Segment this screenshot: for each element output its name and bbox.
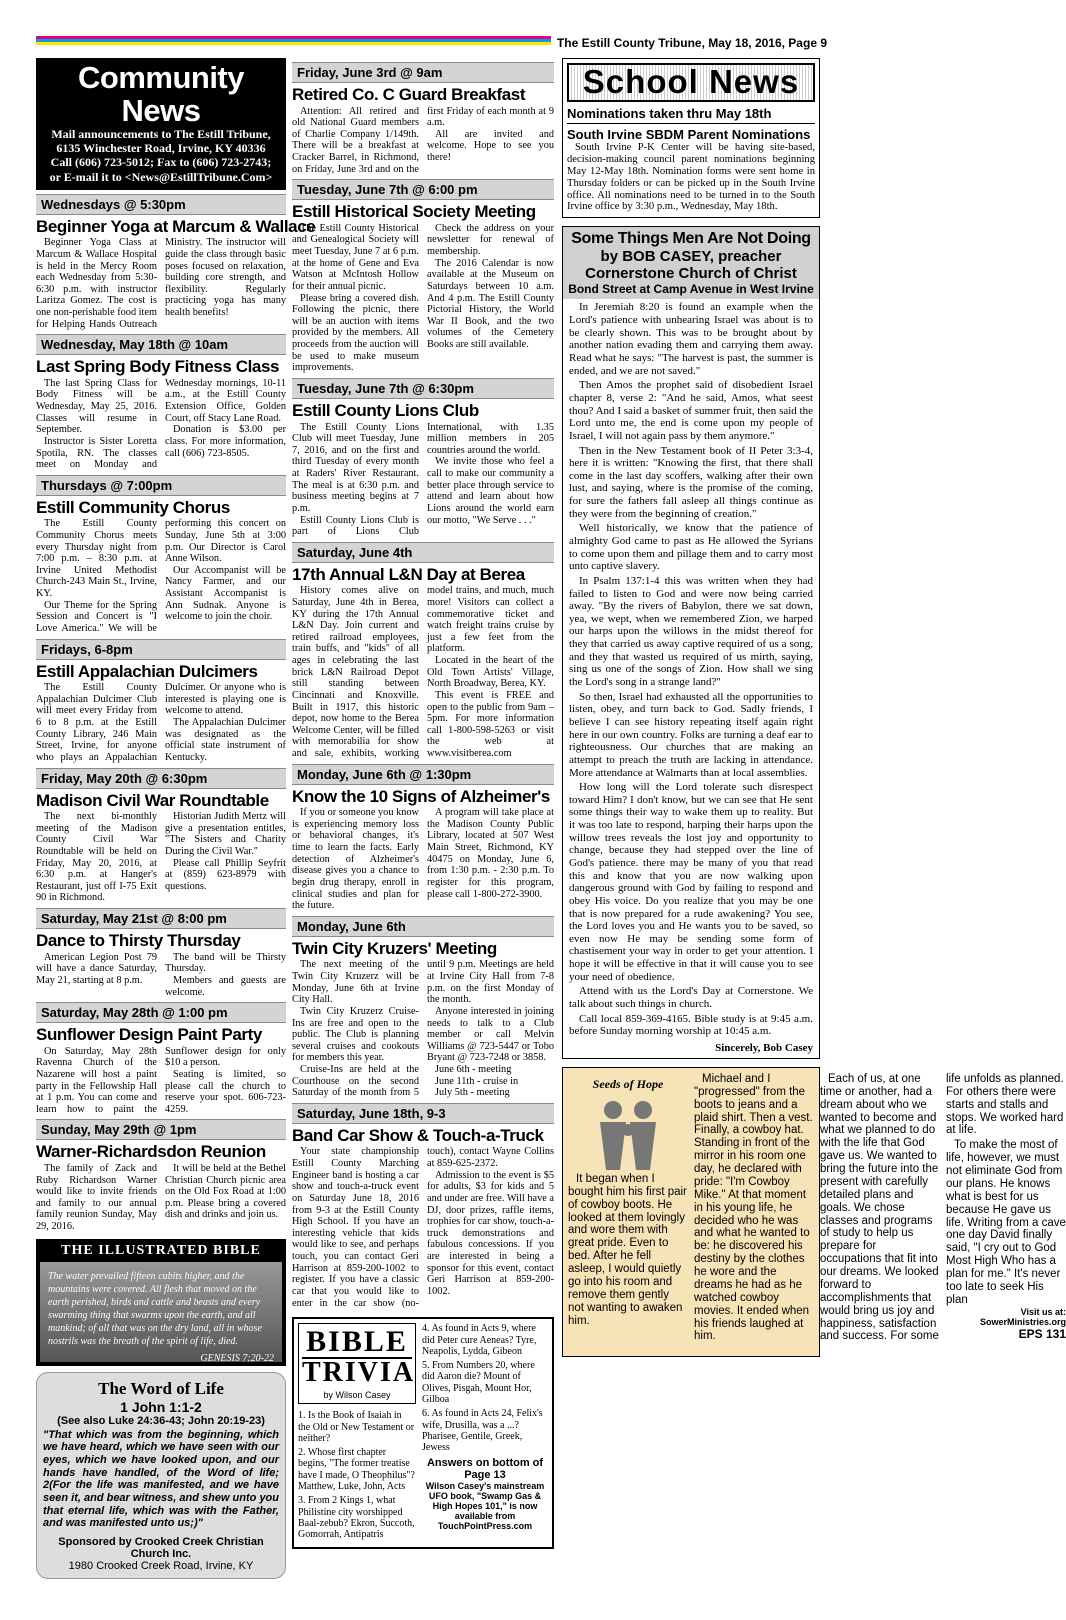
bible-trivia [292,1317,554,1549]
event-date-bar: Thursdays @ 7:00pm [36,475,286,496]
event-paragraph: Beginner Yoga Class at Marcum & Wallace Hospital is held in the Mercy Room each Wednesday from 5:30-6:30 p.m. with instructor Laritza Gomez. The cost is one non-perishable food item for Helping Hands Outreach Ministry. The instructor will guide the class through basic poses focused on relaxation, building core strength, and flexibility. Regularly practicing yoga has many health benefits! [36,237,286,330]
masthead-line: or E-mail it to <News@EstillTribune.Com> [49,169,273,184]
event-paragraph: The Estill County Appalachian Dulcimer Club will meet every Friday from 6 to 8 p.m. at the Estill County Library, 246 Main Street, Irvine, for anyone who plays an Appalachian Dulcimer. Or anyone who is interested is playing one is welcome to attend. [36,682,286,763]
sermon-paragraph: So then, Israel had exhausted all the opportunities to listen, obey, and turn back to God. Sadly friends, I believe I can see history repeating itself again right here in our own country. Folks are turning a deaf ear to righteousness. Our churches that are making an attempt to preach the truth are lacking in attendance. More attendance at Walmarts than at local assemblies. [569,690,813,779]
event-paragraph: The band will be Thirsty Thursday. [165,951,286,975]
event-paragraph: Please bring a covered dish. Following the picnic, there will be an auction with items provided by the members. All proceeds from the auction will be used to make museum improvements. [292,292,419,374]
seeds-of-hope-logo-text: Seeds of Hope [592,1076,664,1091]
event-body [36,518,286,634]
trivia-question: 2. Whose first chapter begins, "The former treatise have I made, O Theophilus"? Matthew, Luke, John, Acts [298,1447,415,1492]
seeds-of-hope [562,1067,1066,1357]
event-paragraph: Seating is limited, so please call the church to reserve your spot. 606-723-4259. [165,1068,286,1115]
event-paragraph: On Saturday, May 28th Ravenna Church of the Nazarene will host a paint party in the Fellowship Hall at 1 p.m. You can come and learn how to paint the Sunflower design for only $10 a person. [36,1045,286,1115]
event-paragraph: Historian Judith Mertz will give a presentation entitles, "The Sisters and Charity During the Civil War." [165,811,286,857]
event-paragraph: The next bi-monthly meeting of the Madison County Civil War Roundtable will be held on Friday, May 20, 2016, at 6:30 p.m. at Hanger's Restaurant, just off I-75 Exit 90 in Richmond. [36,811,157,904]
word-of-life-see-also: (See also Luke 24:36-43; John 20:19-23) [57,1414,265,1427]
seeds-paragraph: Each of us, at one time or another, had a dream about who we wanted to become and what we planned to do with the life that God gave us. We wanted to bring the future into the present with carefully detailed plans and goals. We chose classes and programs of study to help us prepare for occupations that fit into our dreams. We looked forward to accomplishments that would bring us joy and happiness, satisfaction and success. For some life unfolds as planned. For others there were starts and stalls and stops. We worked hard at life. [820,1072,1064,1343]
sermon-signature: Sincerely, Bob Casey [715,1041,813,1054]
event-paragraph: June 6th - meeting [435,1064,512,1076]
event-body [292,585,554,759]
event-date-bar: Wednesdays @ 5:30pm [36,194,286,215]
event-headline: Estill Historical Society Meeting [292,202,536,222]
event-paragraph: The last Spring Class for Body Fitness will be Wednesday, May 25, 2016. Classes will resume in September. [36,377,157,436]
event-paragraph: The Estill County Historical and Genealogical Society will meet Tuesday, June 7 at 6 p.m. at the home of Gene and Eva Watson at McIntosh Hollow for their annual picnic. [292,222,419,292]
sermon-title: Some Things Men Are Not Doing [571,230,811,248]
sermon-author: by BOB CASEY, preacher [600,248,782,266]
event-body [292,106,554,176]
trivia-logo-bible: BIBLE [302,1327,412,1359]
trivia-book-note: Wilson Casey's mainstream UFO book, "Swamp Gas & High Hopes 101," is now available from TouchPointPress.com [425,1481,545,1532]
event-headline: 17th Annual L&N Day at Berea [292,564,525,584]
event-headline: Twin City Kruzers' Meeting [292,938,497,958]
event-paragraph: Twin City Kruzerz Cruise-Ins are free and open to the public. The Club is planning several cruises and cookouts for members this year. [292,1005,419,1064]
sermon-paragraph: Then Amos the prophet said of disobedient Israel chapter 8, verse 2: "And he said, Amos, what seest thou? And I said a basket of summer fruit, then said the Lord unto me, the end is come upon my people of Israel, I will not again pass by them anymore." [569,379,813,442]
trivia-question: 5. From Numbers 20, where did Aaron die? Mount of Olives, Pisgah, Mount Hor, Gilboa [422,1360,535,1405]
trivia-question: 1. Is the Book of Isaiah in the Old or New Testament or neither? [298,1410,415,1444]
event-date-bar: Sunday, May 29th @ 1pm [36,1119,286,1140]
school-news-headline: South Irvine SBDM Parent Nominations [567,126,811,142]
event-date-bar: Saturday, May 21st @ 8:00 pm [36,908,286,929]
word-of-life-address: 1980 Crooked Creek Road, Irvine, KY [68,1559,254,1572]
event-paragraph: The Estill County Lions Club will meet Tuesday, June 7, 2016, and on the first and third Tuesday of every month at Raders' River Restaurant. The meal is at 6:30 p.m. and business meeting begins at 7 p.m. [292,421,419,514]
event-date-bar: Saturday, May 28th @ 1:00 pm [36,1002,286,1023]
event-body [36,1163,286,1233]
event-paragraph: We invite those who feel a call to make our community a better place through service to attend and learn about how Lions around the world earn our motto, "We Serve . . ." [427,456,554,526]
event-date-bar: Monday, June 6th @ 1:30pm [292,764,554,785]
sermon-paragraph: In Psalm 137:1-4 this was written when they had failed to listen to God and were now being carried away. "By the rivers of Babylon, there we sat down, yea, we wept, when we remembered Zion, we harped our harps upon the willows in the midst thereof for they that carried us away captive required of us a song, and they that wasted us required of us mirth, saying, sing us one of the songs of Zion. How shall we sing the Lord's song in a strange land?" [569,574,813,689]
sermon-church: Cornerstone Church of Christ [585,265,797,283]
word-of-life-title: The Word of Life [98,1378,224,1398]
event-date-bar: Monday, June 6th [292,916,554,937]
column-events [292,58,554,1549]
page-folio: The Estill County Tribune, May 18, 2016, Page 9 [551,36,827,50]
sermon-paragraph: In Jeremiah 8:20 is found an example when the Lord's patience with unhearing Israel was about is to be clearly shown. This was to be brought about by another nation evading them and carrying them away. Read what he says: "The harvest is past, the summer is ended, and we are not saved." [569,301,813,377]
community-news-masthead [36,58,286,190]
seeds-visit: Visit us at: SowerMinistries.org [979,1306,1066,1327]
event-paragraph: History comes alive on Saturday, June 4th in Berea, KY during the 17th Annual L&N Day. Join current and retired railroad employees, train buffs, and "kids" of all ages in celebrating the last brick L&N Railroad Depot still standing between Cincinnati and Knoxville. Built in 1917, this historic depot, now home to the Berea Welcome Center, will be filled with memorabilia for show and sale, exhibits, working model trains, and much, much more! Visitors can collect a commemorative ticket and watch freight trains cruise by just a few feet from the platform. [292,585,554,760]
event-paragraph: June 11th - cruise in [435,1075,519,1087]
event-paragraph: The Appalachian Dulcimer was designated as the official state instrument of Kentucky. [165,717,286,763]
trivia-question: 3. From 2 Kings 1, what Philistine city worshipped Baal-zebub? Ekron, Succoth, Gomorrah, Antipatris [298,1495,415,1541]
event-body [292,1146,554,1309]
event-paragraph: The family of Zack and Ruby Richardson Warner would like to invite friends and family to our annual family reunion Sunday, May 29, 2016. [36,1162,157,1233]
event-paragraph: The Estill County Community Chorus meets every Thursday night from 7:00 p.m. – 8:30 p.m. at Irvine United Methodist Church-243 Main St., Irvine, KY. [36,518,157,600]
event-paragraph: Check the address on your newsletter for renewal of membership. [427,222,554,258]
event-paragraph: All are invited and welcome. Hope to see you there! [427,128,554,164]
event-date-bar: Tuesday, June 7th @ 6:00 pm [292,179,554,200]
seeds-paragraph: Michael and I "progressed" from the boots to jeans and a plaid shirt. Then a vest. Finally, a cowboy hat. Standing in front of the mirror in his room one day, he declared with pride: "I'm Cowboy Mike." At that moment in his young life, he decided who he was and what he wanted to be: he discovered his destiny by the clothes he wore and the dreams he had as he watched cowboy movies. It ended when his friends laughed at him. [694,1072,813,1343]
event-headline: Dance to Thirsty Thursday [36,931,241,951]
event-paragraph: Our Accompanist will be Nancy Farmer, and our Assistant Accompanist is Ann Sudnak. Anyone is welcome to join the choir. [165,564,286,623]
seeds-eps: EPS 131 [1018,1326,1066,1341]
family-figures-icon [578,1092,678,1172]
event-headline: Retired Co. C Guard Breakfast [292,85,526,104]
seeds-paragraph: It began when I bought him his first pair of cowboy boots. He looked at them lovingly and wore them with great pride. Even to bed. After he fell asleep, I would quietly go into his room and remove them gently not wanting to awaken him. [568,1172,687,1327]
event-headline: Beginner Yoga at Marcum & Wallace [36,216,316,236]
event-headline: Last Spring Body Fitness Class [36,357,280,377]
event-date-bar: Friday, June 3rd @ 9am [292,62,554,83]
event-body [36,1046,286,1116]
school-news [562,58,820,218]
word-of-life-quote: "That which was from the beginning, which we have heard, which we have seen with our eyes, which we have looked upon, and our hands have handled, of the Word of life; 2(For the life was manifested, and we have seen it, and bear witness, and shew unto you that eternal life, which was with the Father, and was manifested unto us;)" [43,1428,279,1530]
event-body [36,952,286,999]
event-paragraph: Admission to the event is $5 for adults, $3 for kids and 5 and under are free. Will have a DJ, door prizes, raffle items, trophies for car show, touch-a-truck demonstrations and fabulous concessions. If you are interested in being a sponsor for this event, contact Geri Harrison at 859-200-1002. [427,1169,554,1297]
trivia-byline: by Wilson Casey [323,1390,391,1401]
masthead-line: Mail announcements to The Estill Tribune, [51,127,271,142]
illustrated-bible [36,1239,286,1366]
illustrated-bible-picture [40,1262,282,1362]
event-date-bar: Tuesday, June 7th @ 6:30pm [292,378,554,399]
column-community [36,58,316,1579]
event-date-bar: Saturday, June 18th, 9-3 [292,1103,554,1124]
column-school-church [562,58,1066,1357]
sermon-column [562,226,820,1059]
trivia-question: 4. As found in Acts 9, where did Peter cure Aeneas? Tyre, Neapolis, Lydda, Gibeon [422,1323,537,1357]
sermon-paragraph: Attend with us the Lord's Day at Cornerstone. We talk about such things in church. [569,985,813,1011]
event-paragraph: If you or someone you know is experiencing memory loss or behavioral changes, it's time to learn the facts. Early detection of Alzheimer's disease gives you a chance to begin drug therapy, enroll in clinical studies and plan for the future. [292,807,419,912]
event-paragraph: Your state championship Estill County Marching Engineer band is hosting a car show and touch-a-truck event on Saturday June 18, 2016 from 9-3 at the Estill County High School. If you have an interesting vehicle that kids would like to see, and perhaps touch, you can contact Geri Harrison at 859-200-1002 to register. If you have a classic car that you would like to enter in the car show (no-touch), contact Wayne Collins at 859-625-2372. [292,1146,554,1309]
event-body [36,811,286,904]
school-news-nominations: Nominations taken thru May 18th [567,106,815,124]
event-paragraph: American Legion Post 79 will have a dance Saturday, May 21, starting at 8 p.m. [36,951,157,986]
word-of-life-verse: 1 John 1:1-2 [120,1398,202,1415]
school-news-title: School News [567,63,815,102]
event-paragraph: Please call Phillip Seyfrit at (859) 623-8979 with questions. [165,857,286,892]
word-of-life [36,1372,286,1579]
event-paragraph: This event is FREE and open to the public from 9am – 5pm. For more information call 1-800-598-5263 or visit the web at www.visitberea.com [427,689,554,760]
event-paragraph: Located in the heart of the Old Town Artists' Village, North Broadway, Berea, KY. [427,655,554,690]
trivia-question: 6. As found in Acts 24, Felix's wife, Drusilla, was a ...? Pharisee, Gentile, Greek, Jewess [422,1408,543,1454]
event-paragraph: It will be held at the Bethel Christian Church picnic area on the Old Fox Road at 1:00 p.m. Please bring a covered dish and drinks and join us. [165,1162,286,1221]
event-body [292,807,554,912]
bible-trivia-logo [298,1323,416,1404]
event-paragraph: Attention: All retired and old National Guard members of Charlie Company 1/149th. There will be a breakfast at Cracker Barrel, in Richmond, on Friday, June 3rd and on the first Friday of each month at 9 a.m. [292,105,554,175]
event-headline: Estill County Lions Club [292,400,479,420]
event-body [292,959,554,1099]
masthead-line: 6135 Winchester Road, Irvine, KY 40336 [56,141,266,156]
event-body [292,223,554,374]
sermon-paragraph: Then in the New Testament book of II Peter 3:3-4, here it is written: "Knowing the first, that there shall come in the last day scoffers, walking after their own lust, and saying, where is the promise of the coming, for sure the fathers fall asleep all things continue as they were from the beginning of creation." [569,444,813,520]
event-headline: Estill Community Chorus [36,497,230,517]
sermon-paragraph: Call local 859-369-4165. Bible study is at 9:45 a.m. before Sunday morning worship at 10:45 a.m. [569,1012,813,1038]
event-paragraph: Members and guests are welcome. [165,974,286,998]
event-body [36,237,286,330]
event-headline: Sunflower Design Paint Party [36,1025,262,1045]
illustrated-bible-ref: GENESIS 7:20-22 [200,1352,274,1364]
event-paragraph: Our Theme for the Spring Session and Concert is "I Love America." We will be performing this concert on Sunday, June 5th at 3:00 p.m. Our Director is Carol Anne Wilson. [36,518,286,634]
event-body [292,422,554,538]
event-date-bar: Saturday, June 4th [292,542,554,563]
event-paragraph: Cruise-Ins are held at the Courthouse on the second Saturday of the month from 5 until 9 p.m. Meetings are held at Irvine City Hall from 7-8 p.m. on the first Monday of the month. [292,959,554,1099]
sermon-paragraph: How long will the Lord tolerate such disrespect toward Him? I don't know, but we can see that He sent some things their way to wake them up to reality. But it was too late to respond, harping their harps upon the willow trees reveals the lost joy and opportunity to change, because they had stepped over the line of God's patience. there may be many of you that read this and know that you are now walking upon dangerous ground with God by failing to respond and obey His voice. Do you realize that you may be one that is now prepared for a rude awakening? You see, the Lord loves you and He wants you to be saved, so even now He may be sending some form of chastisement your way in order to get your attention. I hope it will be effective in that it will cause you to see your need of obedience. [569,781,813,983]
event-paragraph: Donation is $3.00 per class. For more information, call (606) 723-8505. [165,424,286,459]
illustrated-bible-text: The water prevailed fifteen cubits higher, and the mountains were covered. All flesh that moved on the earth perished, birds and cattle and beasts and every swarming thing that swarms upon the earth, and all mankind; of all that was on the dry land, all in whose nostrils was the breath of the spirit of life, died. [48,1270,262,1347]
event-date-bar: Wednesday, May 18th @ 10am [36,334,286,355]
event-paragraph: Anyone interested in joining needs to talk to a Club member or call Melvin Williams @ 723-5447 or Tobo Bryant @ 723-7248 or 3858. [427,1005,554,1064]
event-paragraph: A program will take place at the Madison County Public Library, located at 507 West Main Street, Richmond, KY 40475 on Monday, June 6, from 1:30 p.m. - 2:30 p.m. To register for this program, please call 1-800-272-3900. [427,807,554,900]
event-headline: Know the 10 Signs of Alzheimer's [292,786,550,806]
event-body [36,682,286,763]
event-paragraph: The 2016 Calendar is now available at the Museum on Saturdays between 10 a.m. And 4 p.m. The Estill County Pictorial History, the World War II Book, and the two volumes of the Cemetery Books are still available. [427,257,554,351]
event-paragraph: July 5th - meeting [435,1087,510,1099]
word-of-life-sponsor: Sponsored by Crooked Creek Christian Church Inc. [58,1535,264,1560]
trivia-logo-trivia: TRIVIA [302,1357,416,1389]
school-news-body: South Irvine P-K Center will be having site-based, decision-making council parent nominations beginning May 12-May 18th. Nomination forms were sent home in Thursday folders or can be picked up in the South Irvine office. All nominations need to be turned in to the South Irvine office by 3:30 p.m., Wednesday, May 18th. [567,141,815,213]
event-headline: Madison Civil War Roundtable [36,790,269,810]
sermon-paragraph: Well historically, we know that the patience of almighty God came to past as He allowed the Syrians to come upon them and pillage them and to carry most unto captive slavery. [569,522,813,573]
seeds-of-hope-logo [568,1073,688,1173]
event-paragraph: Estill County Lions Club is part of Lions Club International, with 1.35 million members in 205 countries around the world. [292,421,554,538]
event-paragraph: The next meeting of the Twin City Kruzerz will be Monday, June 6th at Irvine City Hall. [292,959,419,1006]
event-headline: Band Car Show & Touch-a-Truck [292,1125,544,1145]
illustrated-bible-title: THE ILLUSTRATED BIBLE [61,1242,261,1258]
event-paragraph: Instructor is Sister Loretta Spotila, RN. The classes meet on Monday and Wednesday mornings, 10-11 a.m., at the Estill County Extension Office, Golden Court, off Stacy Lane Road. [36,377,286,471]
event-headline: Warner-Richardsdon Reunion [36,1142,266,1162]
community-news-title: Community News [78,60,244,128]
event-date-bar: Fridays, 6-8pm [36,639,286,660]
seeds-paragraph: To make the most of life, however, we must not eliminate God from our plans. He knows what is best for us because He gave us life. Writing from a cave one day David finally said, "I cry out to God Most High Who has a plan for me." It's never too late to seek His plan [946,1139,1066,1306]
masthead-line: Call (606) 723-5012; Fax to (606) 723-2743; [50,155,272,170]
trivia-answers-note: Answers on bottom of Page 13 [426,1457,544,1482]
event-headline: Estill Appalachian Dulcimers [36,661,258,681]
sermon-location: Bond Street at Camp Avenue in West Irvine [568,282,814,297]
event-body [36,378,286,471]
event-date-bar: Friday, May 20th @ 6:30pm [36,768,286,789]
